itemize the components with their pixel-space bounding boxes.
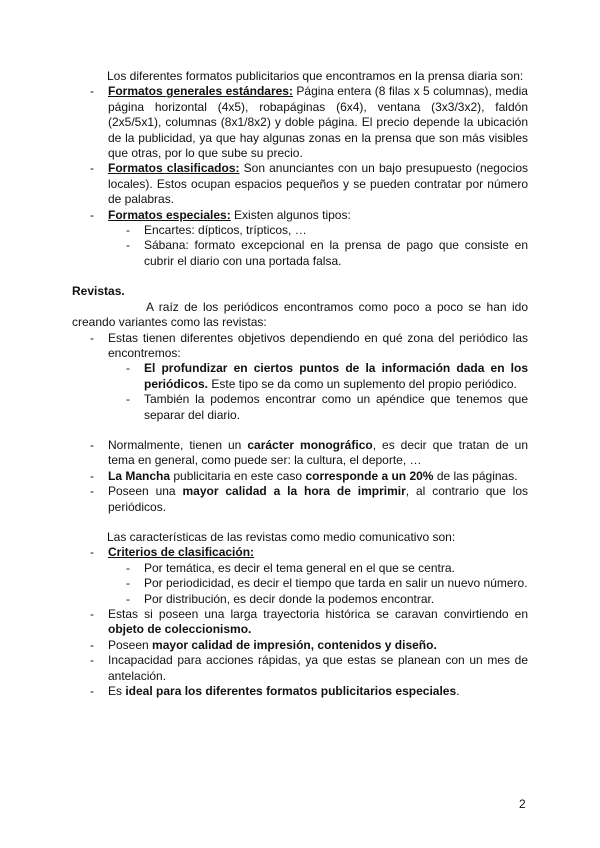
special-sublist bbox=[108, 223, 528, 269]
objectives-list bbox=[72, 331, 528, 423]
sublist-item: - Encartes: dípticos, trípticos, … bbox=[108, 223, 528, 238]
list-item bbox=[72, 545, 528, 607]
format-label: Formatos especiales: bbox=[108, 207, 231, 222]
sublist-item: - El profundizar en ciertos puntos de la información dada en los periódicos. Este tipo se da como un suplemento del propio periódico. bbox=[108, 361, 528, 392]
format-text: Página entera (8 filas x 5 columnas), media página horizontal (4x5), robapáginas (6x4), ventana (3x3/3x2), faldón (2x5/5x1), columnas (8x1/8x2) y doble página. El precio depende la ubicación de la publicidad, ya que hay algunas zonas en la prensa que son más visibles que otras, por lo que sube su precio. bbox=[108, 84, 528, 161]
format-label: Formatos generales estándares: bbox=[108, 84, 293, 99]
sublist-item: - Por distribución, es decir donde la podemos encontrar. bbox=[108, 592, 528, 607]
sublist-item: - Por temática, es decir el tema general en el que se centra. bbox=[108, 561, 528, 576]
list-item: - Poseen mayor calidad de impresión, contenidos y diseño. bbox=[72, 638, 528, 653]
list-item: - La Mancha publicitaria en este caso corresponde a un 20% de las páginas. bbox=[72, 469, 528, 484]
revistas-heading: Revistas. bbox=[72, 284, 125, 299]
characteristics-intro: Las características de las revistas como medio comunicativo son: bbox=[107, 529, 456, 544]
criteria-sublist bbox=[108, 561, 528, 607]
list-item bbox=[72, 161, 528, 207]
list-item: - Es ideal para los diferentes formatos publicitarios especiales. bbox=[72, 684, 528, 699]
format-text: Son anunciantes con un bajo presupuesto (negocios locales). Estos ocupan espacios pequeños y se pueden contratar por número de palabras. bbox=[108, 161, 528, 207]
list-item: - Incapacidad para acciones rápidas, ya que estas se planean con un mes de antelación. bbox=[72, 653, 528, 684]
format-text: Existen algunos tipos: bbox=[230, 207, 351, 222]
list-item bbox=[72, 208, 528, 270]
sublist-item: - Sábana: formato excepcional en la prensa de pago que consiste en cubrir el diario con una portada falsa. bbox=[108, 238, 528, 269]
notes-list bbox=[72, 438, 528, 515]
list-item: - Estas tienen diferentes objetivos dependiendo en qué zona del periódico las encontremos: - El profundizar en ciertos puntos de la información dada en los periódicos. Este tipo se da como un suplemento del propio periódico. - También la podemos encontrar como un apéndice que tenemos que separar del diario. bbox=[72, 331, 528, 423]
list-item bbox=[72, 84, 528, 161]
objectives-sublist bbox=[108, 361, 528, 423]
page-number: 2 bbox=[519, 797, 526, 811]
list-item: - Poseen una mayor calidad a la hora de imprimir, al contrario que los periódicos. bbox=[72, 484, 528, 515]
sublist-item: - También la podemos encontrar como un apéndice que tenemos que separar del diario. bbox=[108, 392, 528, 423]
criteria-label: Criterios de clasificación: bbox=[108, 545, 255, 560]
format-label: Formatos clasificados: bbox=[108, 161, 240, 176]
intro-paragraph: Los diferentes formatos publicitarios que encontramos en la prensa diaria son: bbox=[107, 69, 524, 83]
document-page bbox=[72, 69, 528, 699]
characteristics-list bbox=[72, 545, 528, 699]
sublist-item: - Por periodicidad, es decir el tiempo que tarda en salir un nuevo número. bbox=[108, 576, 528, 591]
list-item: - Normalmente, tienen un carácter monográfico, es decir que tratan de un tema en general, como puede ser: la cultura, el deporte, … bbox=[72, 438, 528, 469]
formats-list bbox=[72, 84, 528, 269]
revistas-intro: A raíz de los periódicos encontramos como poco a poco se han ido creando variantes como las revistas: bbox=[72, 299, 528, 330]
list-item: - Estas si poseen una larga trayectoria histórica se caravan convirtiendo en objeto de coleccionismo. bbox=[72, 607, 528, 638]
